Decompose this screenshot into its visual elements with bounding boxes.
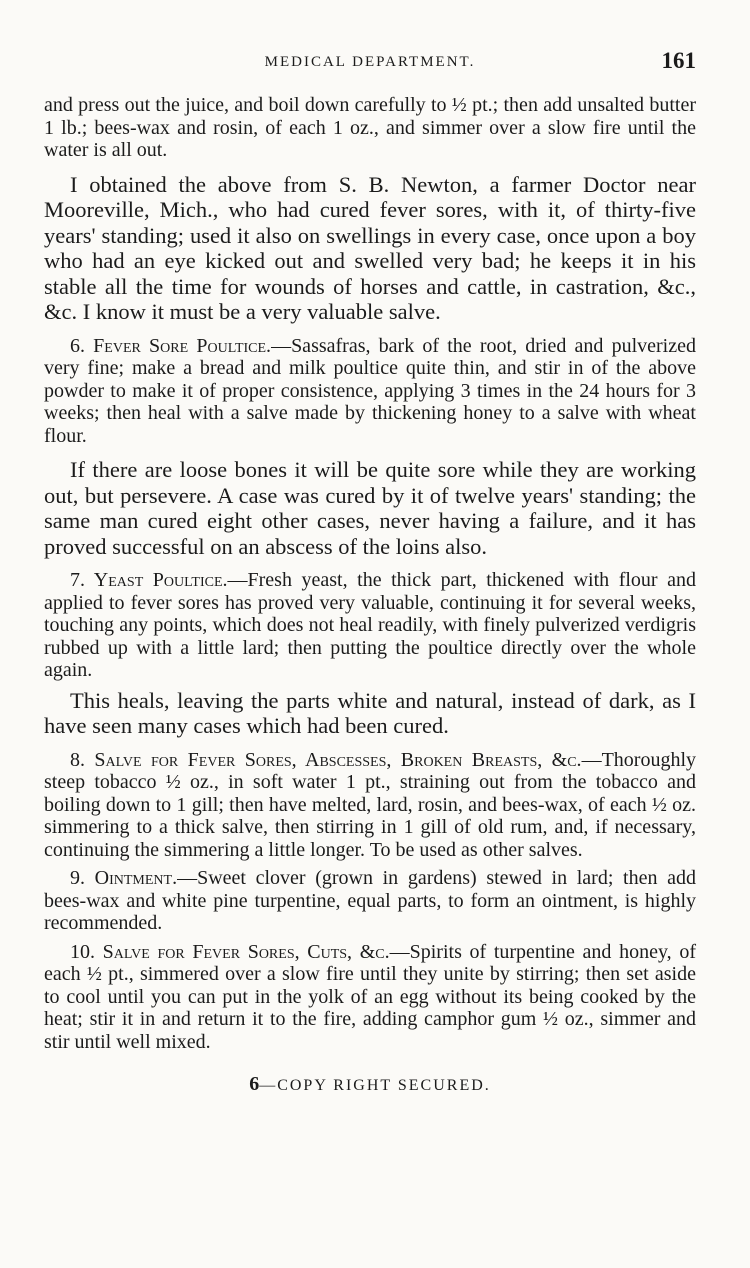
recipe-text: —Sassafras, bark of the root, dried and pulverized very fine; make a bread and milk poultice quite thin, and stir in of the above powder to make it of proper consistence, applying 3 times in the 24 hours for 3 weeks; then heal with a salve made by thickening honey to a salve with wheat flour. [44,334,696,447]
recipe-heading: 7. Yeast Poultice. [70,569,228,591]
paragraph-heals [44,688,696,739]
recipe-text: —Spirits of turpentine and honey, of each ½ pt., simmered over a slow fire until they unite by stirring; then set aside to cool until you can put in the yolk of an egg without its being cooked by the heat; stir it in and return it to the fire, adding camphor gum ½ oz., simmer and stir until well mixed. [44,940,696,1053]
book-page [44,50,696,1096]
signature-mark: 6 [249,1073,260,1095]
recipe-10 [44,941,696,1054]
recipe-text: —Fresh yeast, the thick part, thickened with flour and applied to fever sores has proved very valuable, continuing it for several weeks, touching any points, which does not heal readily, with finely pulverized verdigris rubbed up with a little lard; then putting the poultice directly over the whole again. [44,569,696,681]
page-number: 161 [661,48,696,73]
running-head: MEDICAL DEPARTMENT. [264,54,476,70]
copyright-notice: —COPY RIGHT SECURED. [259,1077,491,1094]
paragraph-continuation [44,94,696,162]
recipe-heading: 9. Ointment. [70,867,178,889]
recipe-6 [44,335,696,448]
paragraph-text: I obtained the above from S. B. Newton, a farmer Doctor near Mooreville, Mich., who had cured fever sores, with it, of thirty-five years' standing; used it also on swellings in every case, once upon a boy who had an eye kicked out and swelled very bad; he keeps it in his stable all the time for wounds of horses and cattle, in castration, &c., &c. I know it must be a very valuable salve. [44,171,696,324]
paragraph-loose-bones [44,457,696,559]
recipe-7 [44,569,696,682]
recipe-heading: 10. Salve for Fever Sores, Cuts, &c. [70,940,390,963]
paragraph-text: and press out the juice, and boil down carefully to ½ pt.; then add unsalted butter 1 lb.; bees-wax and rosin, of each 1 oz., and simmer over a slow fire until the water is all out. [44,94,696,161]
recipe-8 [44,749,696,862]
recipe-9 [44,867,696,935]
recipe-heading: 8. Salve for Fever Sores, Abscesses, Broken Breasts, &c. [70,748,582,771]
paragraph-newton [44,172,696,325]
recipe-text: —Sweet clover (grown in gardens) stewed in lard; then add bees-wax and white pine turpentine, equal parts, to form an ointment, is highly recommended. [44,867,696,934]
paragraph-text: If there are loose bones it will be quite sore while they are working out, but persevere. A case was cured by it of twelve years' standing; the same man cured eight other cases, never having a failure, and it has proved successful on an abscess of the loins also. [44,457,696,559]
recipe-heading: 6. Fever Sore Poultice. [70,334,272,357]
page-footer [44,1073,696,1096]
paragraph-text: This heals, leaving the parts white and natural, instead of dark, as I have seen many cases which had been cured. [44,687,696,738]
page-header [44,50,696,86]
recipe-text: —Thoroughly steep tobacco ½ oz., in soft water 1 pt., straining out from the tobacco and boiling down to 1 gill; then have melted, lard, rosin, and bees-wax, of each ½ oz. simmering to a thick salve, then stirring in 1 gill of old rum, and, if necessary, continuing the simmering a little longer. To be used as other salves. [44,748,696,861]
